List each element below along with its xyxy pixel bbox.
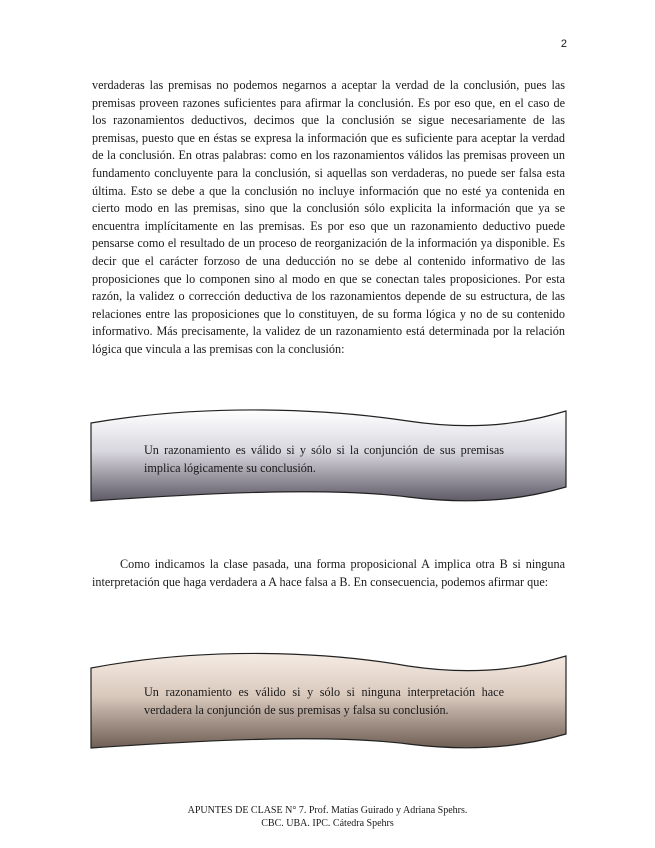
definition-banner-2 (88, 648, 570, 752)
footer-line-2: CBC. UBA. IPC. Cátedra Spehrs (261, 818, 394, 829)
body-paragraph-2: Como indicamos la clase pasada, una forma proposicional A implica otra B si ninguna interpretación que haga verdadera a A hace falsa a B. En consecuencia, podemos afirmar que: (92, 557, 565, 589)
banner-1-text: Un razonamiento es válido si y sólo si la conjunción de sus premisas implica lógicamente su conclusión. (144, 443, 504, 475)
banner-2-text: Un razonamiento es válido si y sólo si ninguna interpretación hace verdadera la conjunción de sus premisas y falsa su conclusión. (144, 685, 504, 717)
page-footer (0, 804, 655, 830)
body-paragraph-1: verdaderas las premisas no podemos negarnos a aceptar la verdad de la conclusión, pues las premisas proveen razones suficientes para afirmar la conclusión. Es por eso que, en el caso de los razonamientos deductivos, decimos que la conclusión se sigue necesariamente de las premisas, puesto que en éstas se expresa la información que es suficiente para aceptar la verdad de la conclusión. En otras palabras: como en los razonamientos válidos las premisas proveen un fundamento concluyente para la conclusión, si aquellas son verdaderas, no puede ser falsa esta última. Esto se debe a que la conclusión no incluye información que no esté ya contenida en cierto modo en las premisas, sino que la conclusión sólo explicita la información que ya se encuentra implícitamente en las premisas. Es por eso que un razonamiento deductivo puede pensarse como el resultado de un proceso de reorganización de la información ya disponible. Es decir que el carácter forzoso de una deducción no se debe al contenido informativo de las proposiciones que lo componen sino al modo en que se conectan tales proposiciones. Por esta razón, la validez o corrección deductiva de los razonamientos depende de su estructura, de las relaciones entre las proposiciones que lo constituyen, de su forma lógica y no de su contenido informativo. Más precisamente, la validez de un razonamiento está determinada por la relación lógica que vincula a las premisas con la conclusión: (92, 78, 565, 356)
footer-line-1: APUNTES DE CLASE N° 7. Prof. Matías Guirado y Adriana Spehrs. (187, 805, 468, 816)
definition-banner-1 (88, 405, 570, 505)
page-number: 2 (560, 38, 567, 50)
